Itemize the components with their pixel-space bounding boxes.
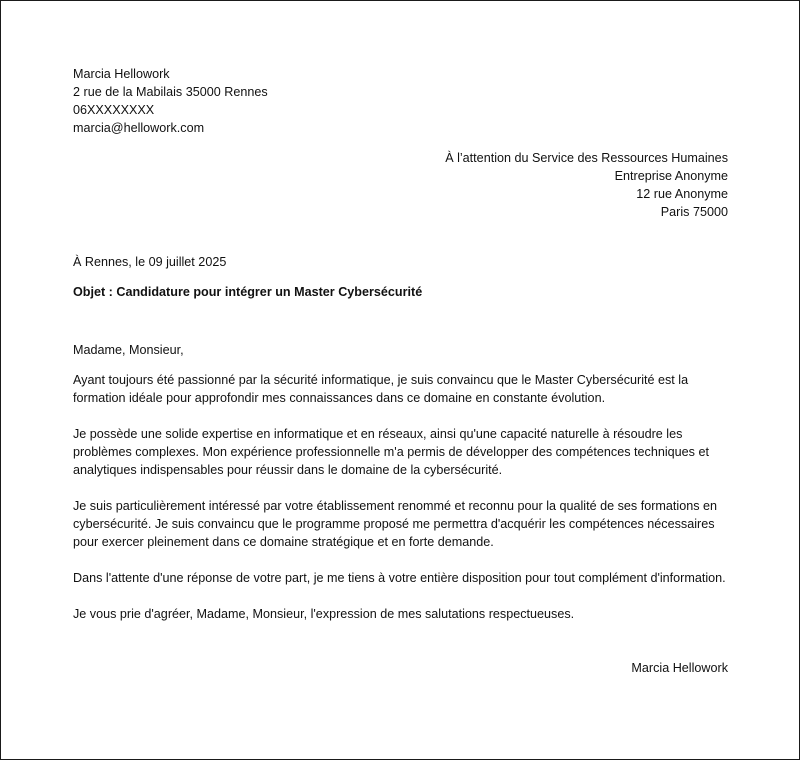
sender-name: Marcia Hellowork bbox=[73, 67, 170, 81]
recipient-attention: À l’attention du Service des Ressources Humaines bbox=[445, 151, 728, 165]
cover-letter bbox=[73, 65, 728, 677]
body-paragraph-2: Je possède une solide expertise en informatique et en réseaux, ainsi qu'une capacité naturelle à résoudre les problèmes complexes. Mon expérience professionnelle m'a permis de développer des compétences techniques et analytiques indispensables pour réussir dans le domaine de la cybersécurité. bbox=[73, 427, 709, 477]
sender-email: marcia@hellowork.com bbox=[73, 121, 205, 135]
sender-block bbox=[73, 65, 728, 137]
date-line: À Rennes, le 09 juillet 2025 bbox=[73, 255, 227, 269]
recipient-city: Paris 75000 bbox=[660, 205, 728, 219]
sender-address: 2 rue de la Mabilais 35000 Rennes bbox=[73, 85, 268, 99]
recipient-street: 12 rue Anonyme bbox=[636, 187, 728, 201]
body-paragraph-4: Dans l'attente d'une réponse de votre part, je me tiens à votre entière disposition pour tout complément d'information. bbox=[73, 571, 726, 585]
subject-line: Objet : Candidature pour intégrer un Master Cybersécurité bbox=[73, 285, 423, 299]
recipient-block bbox=[73, 149, 728, 221]
body-paragraph-3: Je suis particulièrement intéressé par votre établissement renommé et reconnu pour la qualité de ses formations en cybersécurité. Je suis convaincu que le programme proposé me permettra d'acquérir les compétences nécessaires pour exercer pleinement dans ce domaine stratégique et en forte demande. bbox=[73, 499, 718, 549]
salutation: Madame, Monsieur, bbox=[73, 343, 184, 357]
closing-paragraph: Je vous prie d'agréer, Madame, Monsieur, l'expression de mes salutations respectueuses. bbox=[73, 607, 575, 621]
body-paragraph-1: Ayant toujours été passionné par la sécurité informatique, je suis convaincu que le Master Cybersécurité est la formation idéale pour approfondir mes connaissances dans ce domaine en constante évolution. bbox=[73, 373, 689, 405]
signature: Marcia Hellowork bbox=[631, 661, 728, 675]
sender-phone: 06XXXXXXXX bbox=[73, 103, 155, 117]
recipient-company: Entreprise Anonyme bbox=[614, 169, 728, 183]
